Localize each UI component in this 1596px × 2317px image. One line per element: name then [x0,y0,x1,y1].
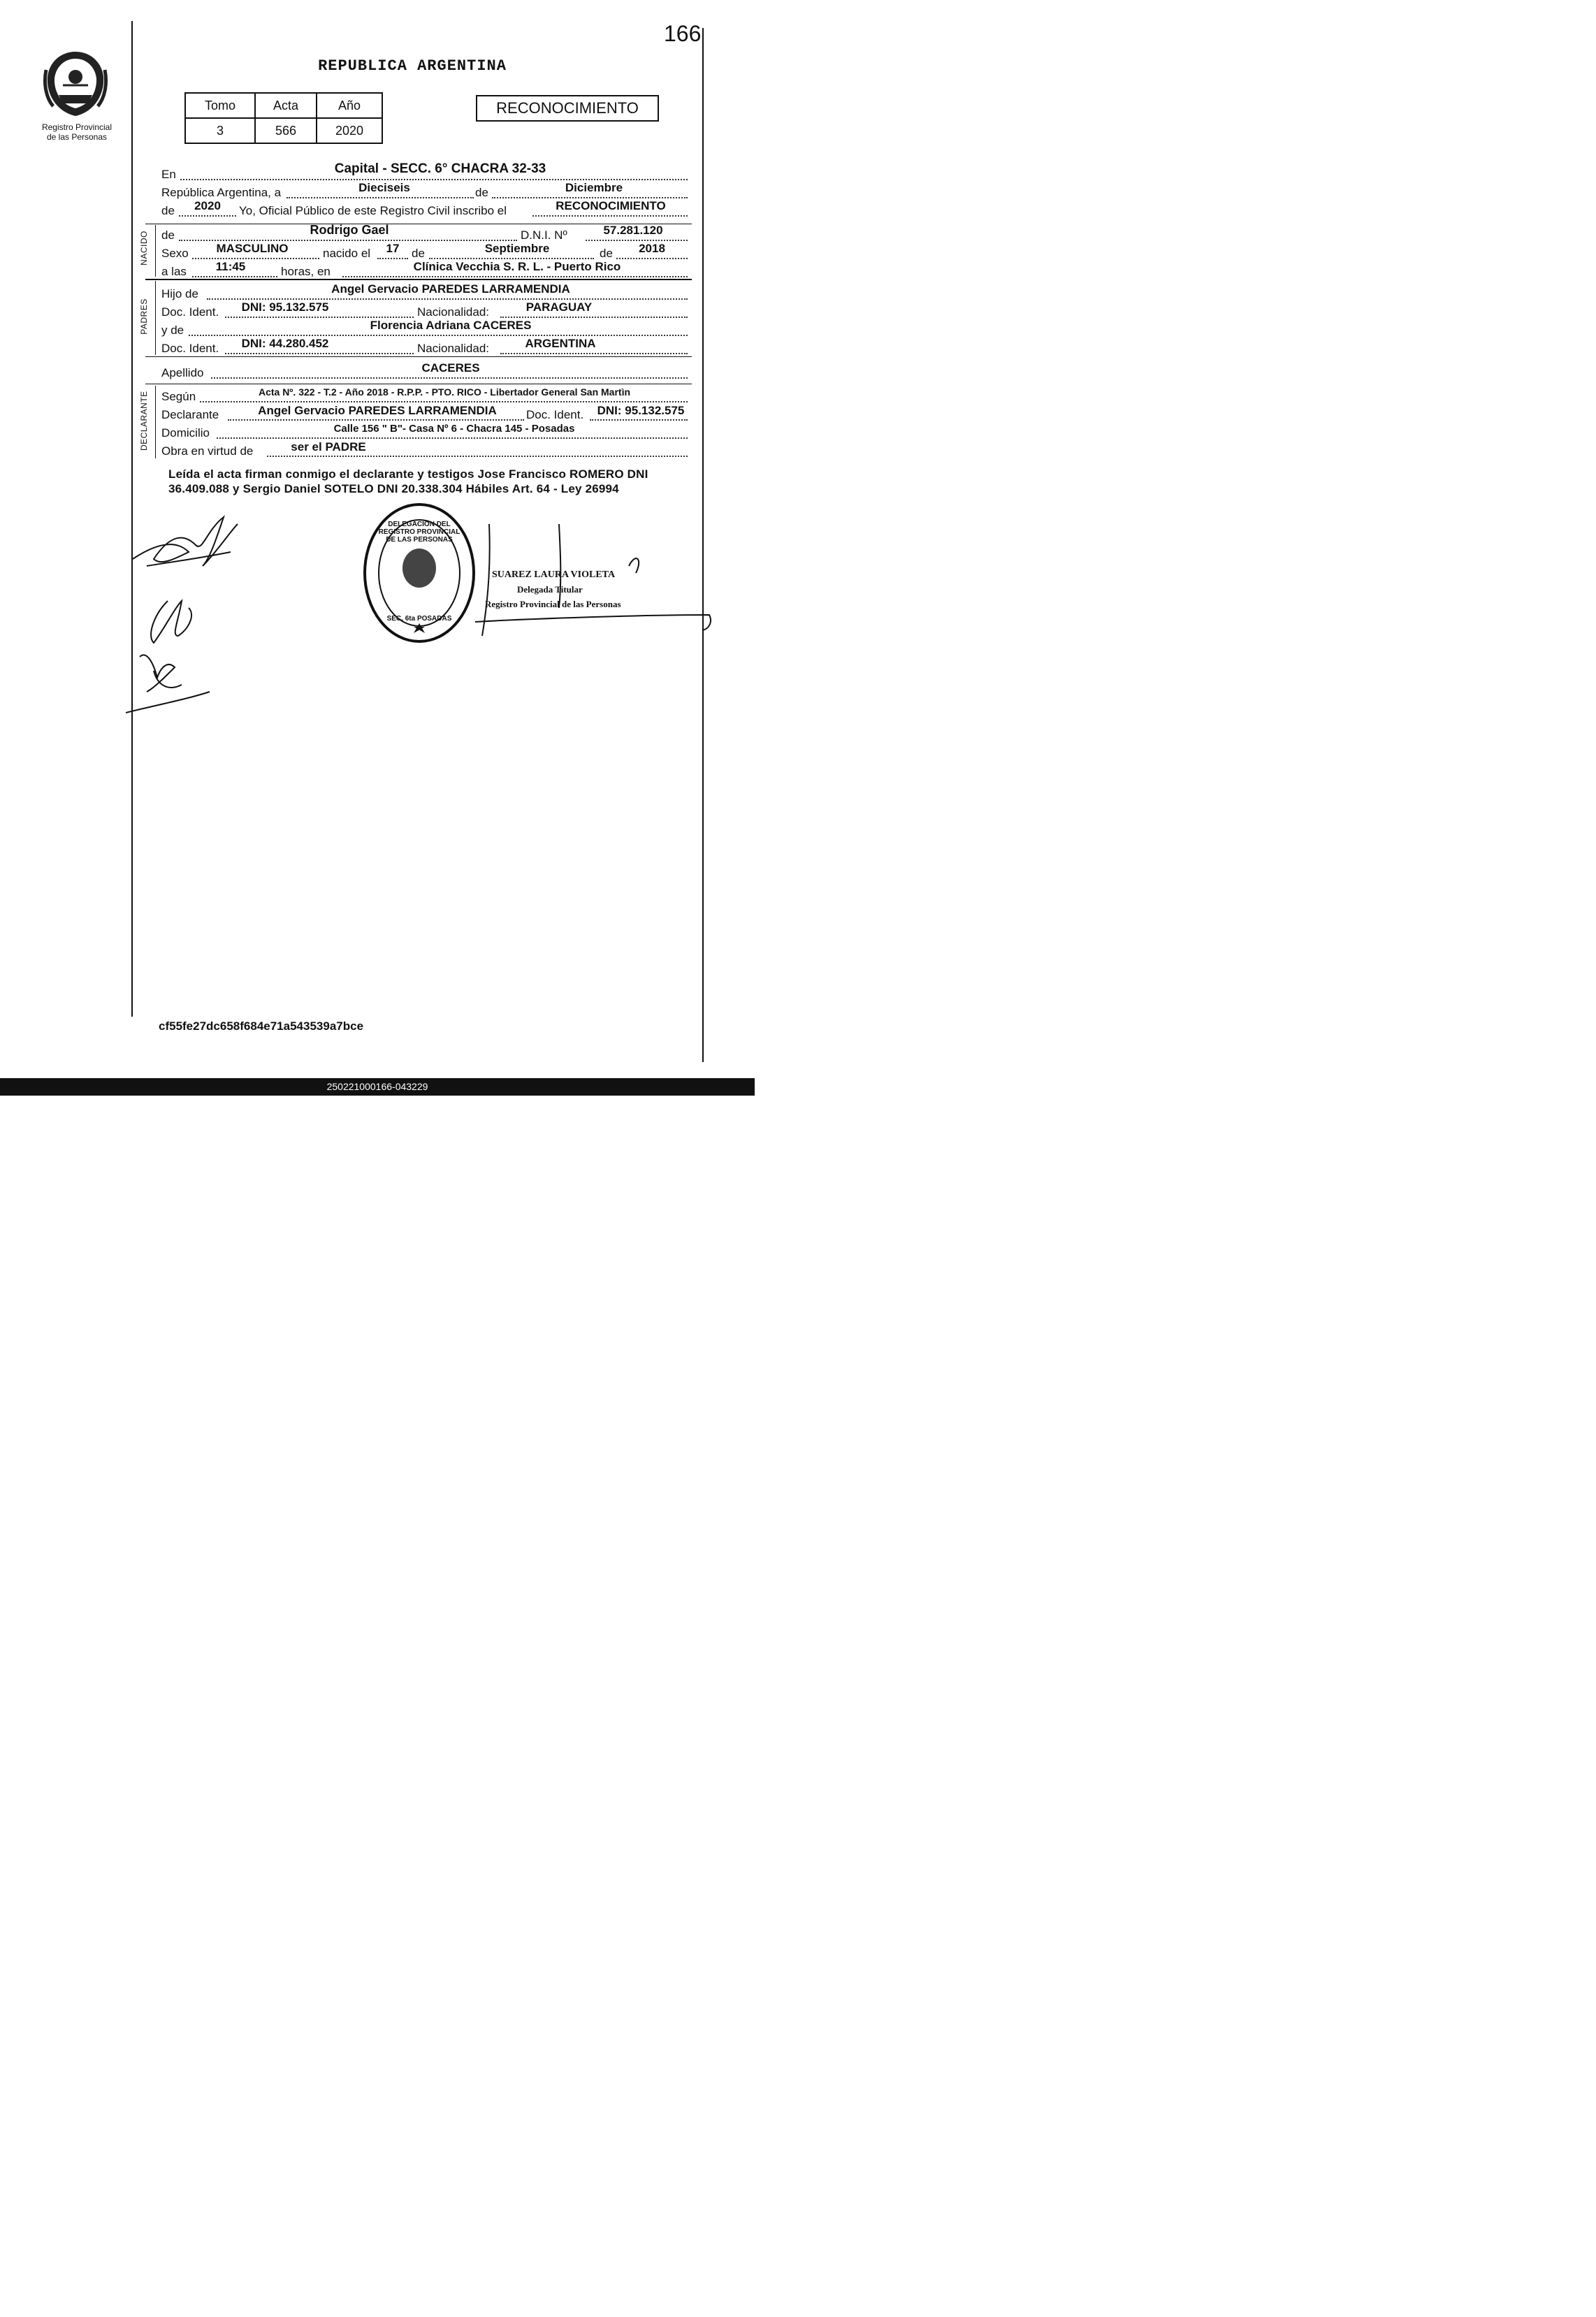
label-a-las: a las [161,265,187,278]
surname-value: CACERES [421,361,480,375]
dotted-line [179,215,236,217]
label-sexo: Sexo [161,247,189,260]
label-horas-en: horas, en [281,265,331,278]
address-value: Calle 156 " B"- Casa Nº 6 - Chacra 145 - Posadas [333,423,575,435]
name-value: Rodrigo Gael [310,223,389,237]
registry-name: Registro Provincial de las Personas [41,122,113,142]
father-doc-value: DNI: 95.132.575 [241,300,329,314]
label-en: En [161,168,176,181]
reason-value: ser el PADRE [291,440,366,453]
table-header: Tomo [185,93,255,118]
declarant-name-value: Angel Gervacio PAREDES LARRAMENDIA [258,404,497,417]
label-republica: República Argentina, a [161,186,282,199]
label-de: de [161,204,175,217]
label-doc-ident: Doc. Ident. [161,305,219,319]
dotted-line [192,258,319,259]
dotted-line [225,353,414,354]
dotted-line [616,258,688,259]
label-apellido: Apellido [161,366,204,379]
sex-value: MASCULINO [216,242,289,255]
section-label-padres: PADRES [139,298,149,335]
dotted-line [225,317,414,318]
dotted-line [228,419,524,421]
label-nacionalidad: Nacionalidad: [417,305,490,319]
official-office: Registro Provincial de las Personas [485,599,621,609]
dotted-line [500,353,688,354]
dotted-line [590,419,688,421]
document-hash: cf55fe27dc658f684e71a543539a7bce [159,1019,364,1033]
label-yo-oficial: Yo, Oficial Público de este Registro Civil inscribo el [239,204,507,217]
official-title: Delegada Titular [517,584,583,595]
month-value: Diciembre [565,181,623,194]
section-label-nacido: NACIDO [139,231,149,266]
dotted-line [189,335,688,336]
dotted-line [342,276,688,277]
dotted-line [200,401,688,402]
year-value: 2020 [194,199,221,212]
dni-value: 57.281.120 [603,224,663,237]
divider [145,279,692,280]
birth-day-value: 17 [386,242,400,255]
footer-bar [0,1078,755,1096]
divider [145,356,692,357]
dotted-line [377,258,408,259]
label-de: de [600,247,613,260]
dotted-line [532,215,688,217]
label-de: de [412,247,425,260]
father-name-value: Angel Gervacio PAREDES LARRAMENDIA [331,282,570,296]
dotted-line [586,240,688,241]
page-number: 166 [664,21,702,46]
stamp-ring-text: DELEGACION DEL REGISTRO PROVINCIAL DE LAS PERSONAS [378,521,460,544]
page-title: REPUBLICA ARGENTINA [318,57,507,75]
dotted-line [492,197,688,198]
birth-year-value: 2018 [639,242,665,255]
label-dni: D.N.I. Nº [521,228,567,242]
dotted-line [211,377,688,379]
label-hijo-de: Hijo de [161,287,198,300]
mother-doc-value: DNI: 44.280.452 [241,337,329,350]
day-value: Dieciseis [358,181,410,194]
section-bracket [155,225,156,277]
stamp-inner-text: SEC. 6ta POSADAS [386,615,452,623]
label-declarante: Declarante [161,408,219,421]
birth-place-value: Clínica Vecchia S. R. L. - Puerto Rico [413,260,621,273]
record-table [184,92,383,144]
label-nacido-el: nacido el [323,247,371,260]
section-label-declarante: DECLARANTE [139,391,149,451]
act-type-box: RECONOCIMIENTO [476,95,659,122]
label-nacionalidad: Nacionalidad: [417,342,490,355]
closing-statement: Leída el acta firman conmigo el declarante y testigos Jose Francisco ROMERO DNI 36.409.088 y Sergio Daniel SOTELO DNI 20.338.304 Hábiles Art. 64 - Ley 26994 [168,467,648,495]
section-bracket [155,281,156,355]
table-cell: 3 [185,118,255,143]
label-segun: Según [161,390,196,403]
birth-month-value: Septiembre [484,242,550,255]
label-de: de [161,228,175,242]
signatures-left [126,510,252,720]
dotted-line [500,317,688,318]
dotted-line [429,258,594,259]
label-doc-ident: Doc. Ident. [526,408,584,421]
dotted-line [267,456,688,457]
act-value: RECONOCIMIENTO [556,199,666,212]
label-obra: Obra en virtud de [161,444,254,458]
dotted-line [286,197,474,198]
official-name: SUAREZ LAURA VIOLETA [492,569,616,580]
table-header: Año [317,93,382,118]
section-bracket [155,386,156,458]
mother-nationality-value: ARGENTINA [525,337,596,350]
place-value: Capital - SECC. 6° CHACRA 32-33 [334,161,546,176]
mother-name-value: Florencia Adriana CACERES [370,319,532,332]
dotted-line [180,179,688,180]
father-nationality-value: PARAGUAY [525,300,593,314]
label-de: de [475,186,488,199]
label-doc-ident: Doc. Ident. [161,342,219,355]
table-cell: 2020 [317,118,382,143]
birth-hour-value: 11:45 [215,260,246,273]
declarant-doc-value: DNI: 95.132.575 [597,404,685,417]
dotted-line [217,437,688,439]
label-domicilio: Domicilio [161,426,210,440]
footer-code: 250221000166-043229 [326,1081,428,1092]
segun-value: Acta Nº. 322 - T.2 - Año 2018 - R.P.P. - PTO. RICO - Libertador General San Martìn [258,386,631,398]
dotted-line [207,298,688,300]
label-y-de: y de [161,324,184,337]
dotted-line [179,240,517,241]
table-header: Acta [255,93,317,118]
dotted-line [192,276,277,277]
table-cell: 566 [255,118,317,143]
